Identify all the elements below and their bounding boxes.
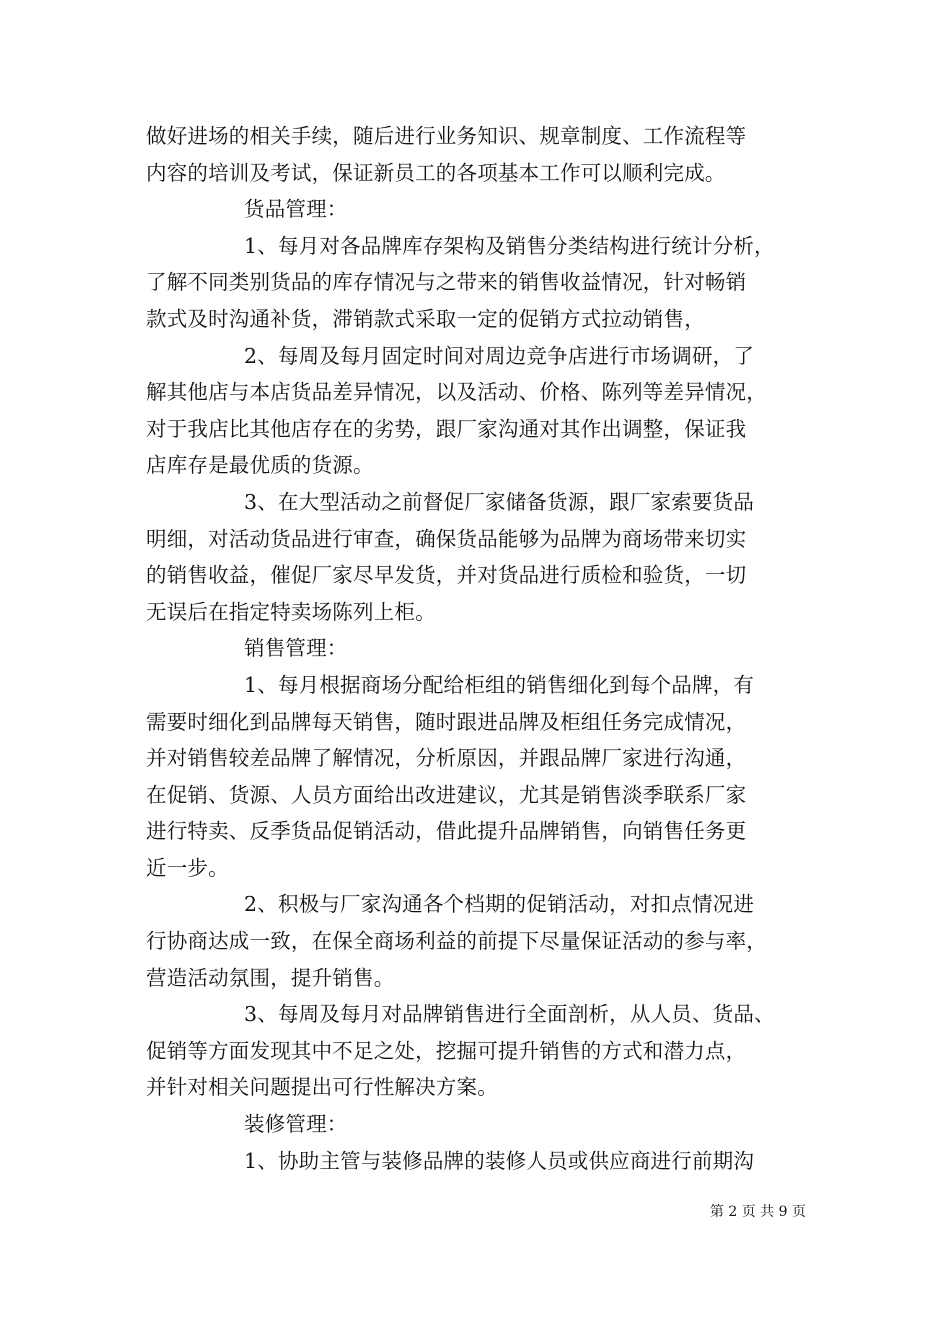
text-line: 促销等方面发现其中不足之处，挖掘可提升销售的方式和潜力点， <box>146 1038 747 1063</box>
text-line: 内容的培训及考试，保证新员工的各项基本工作可以顺利完成。 <box>146 160 726 185</box>
text-line: 销售管理： <box>244 636 348 661</box>
document-body <box>146 118 814 1179</box>
text-line: 近一步。 <box>146 855 229 880</box>
text-line: 并对销售较差品牌了解情况，分析原因，并跟品牌厂家进行沟通， <box>146 746 747 771</box>
text-line: 做好进场的相关手续，随后进行业务知识、规章制度、工作流程等 <box>146 124 747 148</box>
text-line: 3、每周及每月对品牌销售进行全面剖析，从人员、货品、 <box>244 1002 775 1027</box>
text-line: 1、每月对各品牌库存架构及销售分类结构进行统计分析， <box>244 233 775 258</box>
text-line: 明细，对活动货品进行审查，确保货品能够为品牌为商场带来切实 <box>146 526 747 551</box>
text-line: 在促销、货源、人员方面给出改进建议，尤其是销售淡季联系厂家 <box>146 782 747 807</box>
text-line: 解其他店与本店货品差异情况，以及活动、价格、陈列等差异情况， <box>146 380 767 405</box>
text-line: 货品管理： <box>244 197 348 222</box>
text-line: 需要时细化到品牌每天销售，随时跟进品牌及柜组任务完成情况， <box>146 709 747 734</box>
text-line: 营造活动氛围，提升销售。 <box>146 965 395 990</box>
page-number-footer: 第 2 页 共 9 页 <box>709 1204 806 1220</box>
text-line: 对于我店比其他店存在的劣势，跟厂家沟通对其作出调整，保证我 <box>146 416 747 441</box>
text-line: 款式及时沟通补货，滞销款式采取一定的促销方式拉动销售， <box>146 306 705 331</box>
text-line: 无误后在指定特卖场陈列上柜。 <box>146 599 436 624</box>
text-line: 店库存是最优质的货源。 <box>146 453 374 478</box>
text-line: 了解不同类别货品的库存情况与之带来的销售收益情况，针对畅销 <box>146 270 747 295</box>
text-line: 装修管理： <box>244 1112 348 1137</box>
text-line: 2、积极与厂家沟通各个档期的促销活动，对扣点情况进 <box>244 892 755 917</box>
text-line: 的销售收益，催促厂家尽早发货，并对货品进行质检和验货，一切 <box>146 563 747 588</box>
text-line: 并针对相关问题提出可行性解决方案。 <box>146 1075 498 1100</box>
text-line: 2、每周及每月固定时间对周边竞争店进行市场调研，了 <box>244 343 755 368</box>
text-line: 1、协助主管与装修品牌的装修人员或供应商进行前期沟 <box>244 1148 755 1173</box>
text-line: 行协商达成一致，在保全商场利益的前提下尽量保证活动的参与率， <box>146 929 767 954</box>
text-line: 1、每月根据商场分配给柜组的销售细化到每个品牌，有 <box>244 672 755 697</box>
text-line: 进行特卖、反季货品促销活动，借此提升品牌销售，向销售任务更 <box>146 819 747 844</box>
text-line: 3、在大型活动之前督促厂家储备货源，跟厂家索要货品 <box>244 489 755 514</box>
